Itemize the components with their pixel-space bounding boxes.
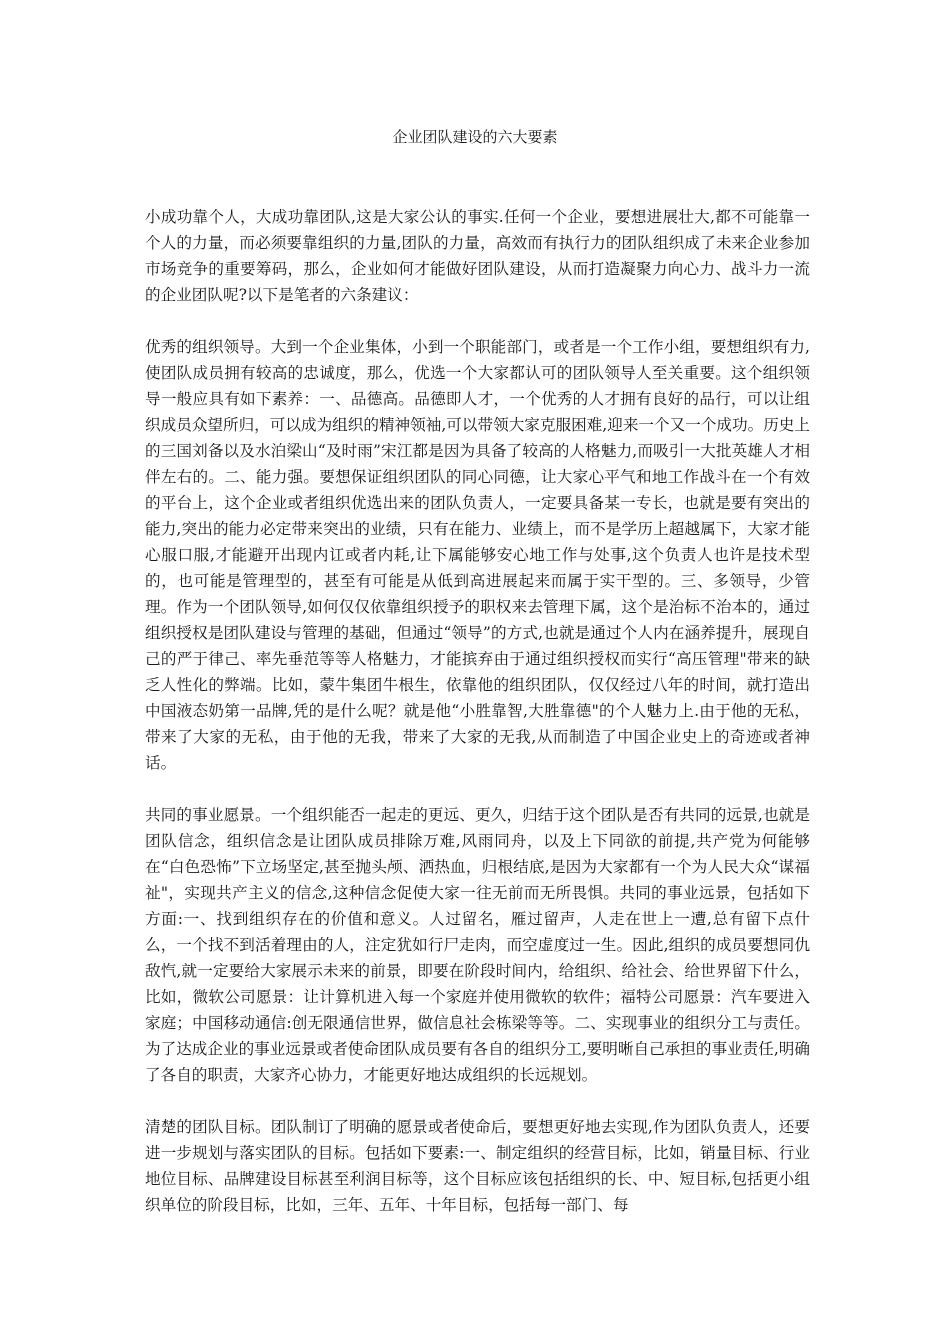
paragraph-vision: 共同的事业愿景。一个组织能否一起走的更远、更久，归结于这个团队是否有共同的远景,也就是团队信念，组织信念是让团队成员排除万难,风雨同舟，以及上下同欲的前提,共产党为何能够在“白色恐怖”下立场坚定,甚至抛头颅、洒热血，归根结底,是因为大家都有一个为人民大众“谋福祉"，实现共产主义的信念,这种信念促使大家一往无前而无所畏惧。共同的事业远景，包括如下方面:一、找到组织存在的价值和意义。人过留名，雁过留声，人走在世上一遭,总有留下点什么，一个找不到活着理由的人，注定犹如行尸走肉，而空虚度过一生。因此,组织的成员要想同仇敌忾,就一定要给大家展示未来的前景，即要在阶段时间内，给组织、给社会、给世界留下什么，比如，微软公司愿景：让计算机进入每一个家庭并使用微软的软件；福特公司愿景：汽车要进入家庭；中国移动通信:创无限通信世界，做信息社会栋梁等等。二、实现事业的组织分工与责任。为了达成企业的事业远景或者使命团队成员要有各自的组织分工,要明晰自己承担的事业责任,明确了各自的职责，大家齐心协力，才能更好地达成组织的长远规划。 [145,806,810,1084]
document-body [145,204,810,1244]
paragraph-leadership: 优秀的组织领导。大到一个企业集体，小到一个职能部门，或者是一个工作小组，要想组织有力,使团队成员拥有较高的忠诚度，那么，优选一个大家都认可的团队领导人至关重要。这个组织领导一般应具有如下素养：一、品德高。品德即人才，一个优秀的人才拥有良好的品行，可以让组织成员众望所归，可以成为组织的精神领袖,可以带领大家克服困难,迎来一个又一个成功。历史上的三国刘备以及水泊梁山“及时雨”宋江都是因为具备了较高的人格魅力,而吸引一大批英雄人才相伴左右的。二、能力强。要想保证组织团队的同心同德，让大家心平气和地工作战斗在一个有效的平台上，这个企业或者组织优选出来的团队负责人，一定要具备某一专长，也就是要有突出的能力,突出的能力必定带来突出的业绩，只有在能力、业绩上，而不是学历上超越属下，大家才能心服口服,才能避开出现内讧或者内耗,让下属能够安心地工作与处事,这个负责人也许是技术型的，也可能是管理型的，甚至有可能是从低到高进展起来而属于实干型的。三、多领导，少管理。作为一个团队领导,如何仅仅依靠组织授予的职权来去管理下属，这个是治标不治本的，通过组织授权是团队建设与管理的基础，但通过“领导”的方式,也就是通过个人内在涵养提升，展现自己的严于律己、率先垂范等等人格魅力，才能摈弃由于通过组织授权而实行“高压管理"带来的缺乏人性化的弊端。比如，蒙牛集团牛根生，依靠他的组织团队，仅仅经过八年的时间，就打造出中国液态奶第一品牌,凭的是什么呢？就是他“小胜靠智,大胜靠德"的个人魅力上.由于他的无私，带来了大家的无私，由于他的无我，带来了大家的无我,从而制造了中国企业史上的奇迹或者神话。 [145,338,810,772]
paragraph-intro: 小成功靠个人，大成功靠团队,这是大家公认的事实.任何一个企业，要想进展壮大,都不可能靠一个人的力量，而必须要靠组织的力量,团队的力量，高效而有执行力的团队组织成了未来企业参加市场竞争的重要筹码，那么，企业如何才能做好团队建设，从而打造凝聚力向心力、战斗力一流的企业团队呢?以下是笔者的六条建议： [145,208,810,304]
document-title: 企业团队建设的六大要素 [392,128,558,146]
paragraph-goals: 清楚的团队目标。团队制订了明确的愿景或者使命后，要想更好地去实现,作为团队负责人，还要进一步规划与落实团队的目标。包括如下要素:一、制定组织的经营目标，比如，销量目标、行业地位目标、品牌建设目标甚至利润目标等，这个目标应该包括组织的长、中、短目标,包括更小组织单位的阶段目标，比如，三年、五年、十年目标，包括每一部门、每 [145,1118,810,1214]
